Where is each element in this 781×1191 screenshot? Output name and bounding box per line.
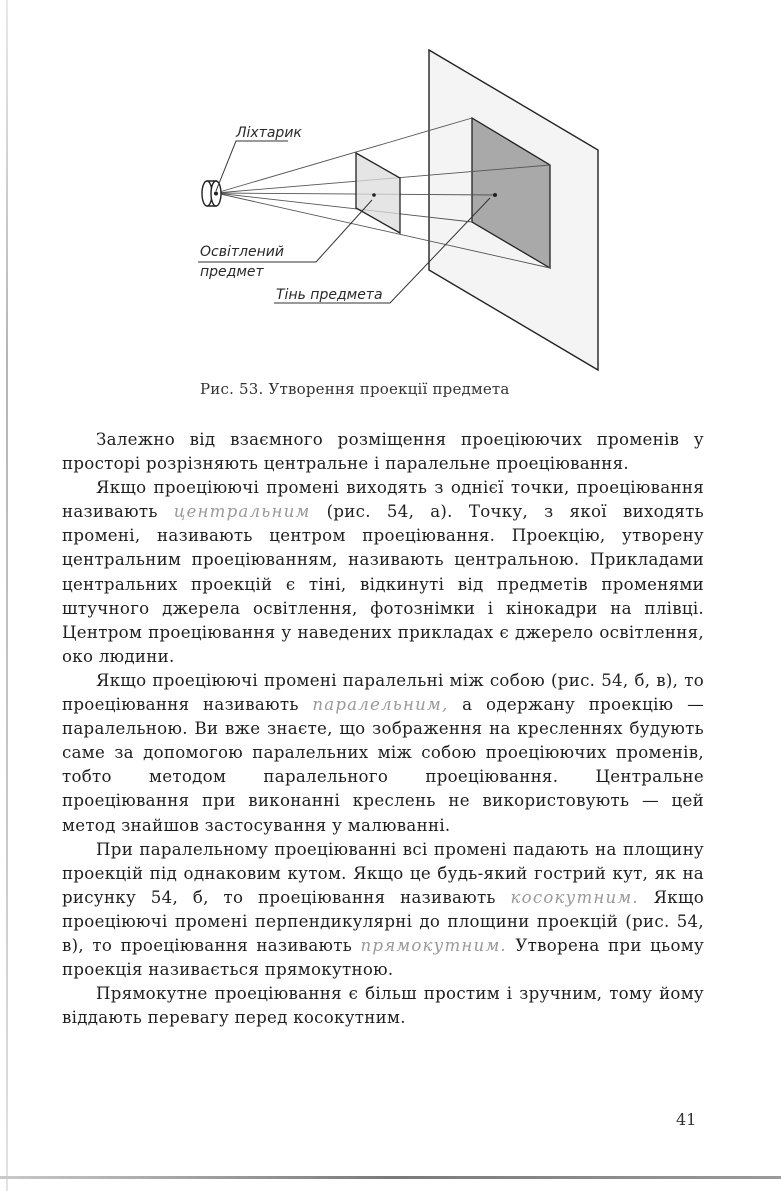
paragraph-4 xyxy=(62,838,704,983)
paragraph-5 xyxy=(62,982,704,1030)
term-oblique: косокутним. xyxy=(510,887,639,907)
term-central: центральним xyxy=(173,502,311,522)
figure-caption: Рис. 53. Утворення проекції предмета xyxy=(200,380,510,398)
paragraph-1 xyxy=(62,428,704,476)
paragraph-5-text: Прямокутне проеціювання є більш простим і зручним, тому йому віддають перевагу перед косокутним. xyxy=(62,984,704,1028)
page-number: 41 xyxy=(676,1110,697,1129)
term-parallel: паралельним, xyxy=(312,695,449,715)
paragraph-1-text: Залежно від взаємного розміщення проеціюючих променів у просторі розрізняють центральне і паралельне проеціювання. xyxy=(62,430,704,474)
shadow-center-dot xyxy=(493,193,497,197)
lit-object xyxy=(356,153,400,233)
projection-diagram xyxy=(170,40,630,375)
paragraph-3-text-b: а одержану проекцію —паралельною. Ви вже знаєте, що зображення на кресленнях будують саме за допомогою паралельних між собою проеціюючих променів, тобто методом паралельного проеціювання. Центральне проеціювання при виконанні креслень не використовують — цей метод знайшов застосування у малюванні. xyxy=(62,695,705,835)
paragraph-4-text-a: При паралельному проеціюванні всі промені падають на площину проекцій під однаковим кутом. Якщо це будь-який гострий кут, як на рисунку 54, б, то проеціювання називають xyxy=(62,839,704,907)
figure-53 xyxy=(170,40,630,375)
paragraph-3-text-a: Якщо проеціюючі промені паралельні між собою (рис. 54, б, в), то проеціювання називають xyxy=(62,670,704,715)
paragraph-4-text-c: Утворена при цьому проекція називається прямокутною. xyxy=(62,935,705,980)
label-flashlight: Ліхтарик xyxy=(236,125,302,141)
paragraph-2-text-b: (рис. 54, а). Точку, з якої виходять промені, називають центром проеціювання. Проекцію, утворену центральним проеціюванням, називають центральною. Прикладами центральних проекцій є тіні, відкинуті від предметів променями штучного джерела освітлення, фотознімки і кінокадри на плівці. Центром проеціювання у наведених прикладах є джерело освітлення, око людини. xyxy=(62,502,704,666)
lit-object-center-dot xyxy=(372,193,376,197)
label-lit-object-line2: предмет xyxy=(200,264,264,280)
page-binding-edge xyxy=(6,0,8,1191)
paragraph-2-text-a: Якщо проеціюючі промені виходять з однієї точки, проеціювання називають xyxy=(62,478,704,522)
paragraph-2 xyxy=(62,476,704,669)
label-lit-object-line1: Освітлений xyxy=(200,244,284,260)
paragraph-3 xyxy=(62,669,704,838)
term-rectangular: прямокутним. xyxy=(360,935,507,955)
paragraph-4-text-b: Якщо проеціюючі промені перпендикулярні до площини проекцій (рис. 54, в), то проеціювання називають xyxy=(62,887,704,955)
page-bottom-edge xyxy=(0,1176,781,1179)
body-text xyxy=(62,428,704,1030)
label-shadow: Тінь предмета xyxy=(276,287,383,303)
